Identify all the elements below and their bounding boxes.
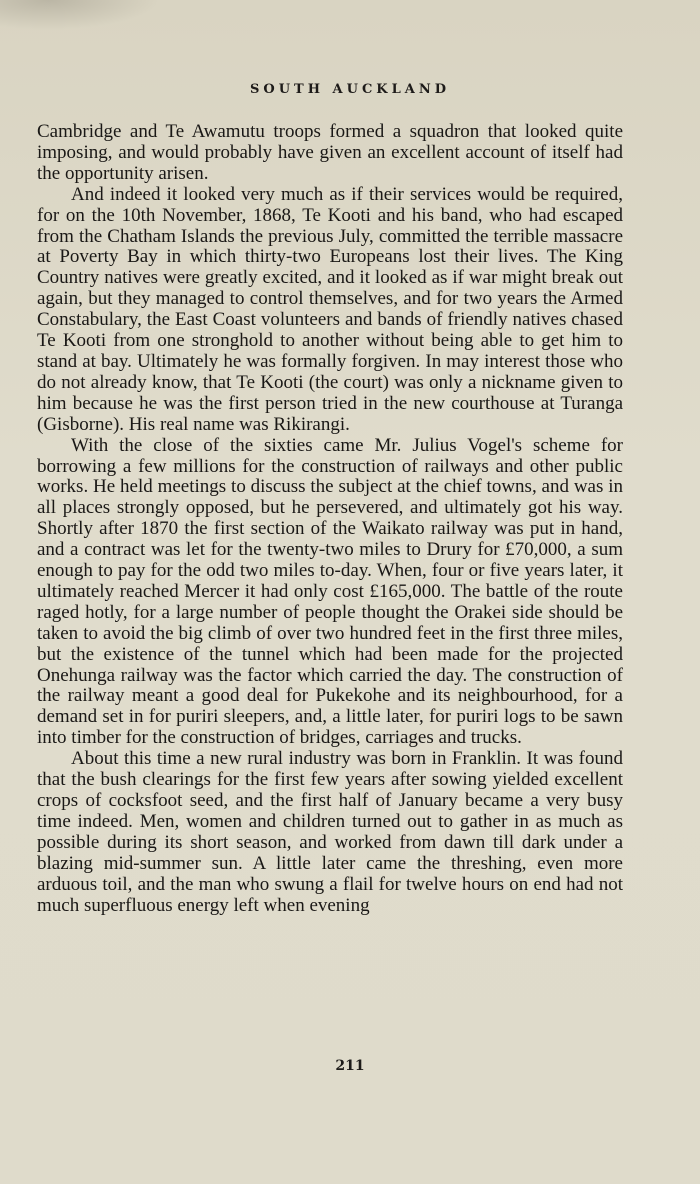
running-head: SOUTH AUCKLAND	[250, 82, 450, 97]
page-stain	[0, 0, 160, 30]
paragraph: Cambridge and Te Awamutu troops formed a squadron that looked quite imposing, and would probably have given an excellent account of itself had the opportunity arisen.	[37, 121, 623, 184]
paragraph: With the close of the sixties came Mr. Julius Vogel's scheme for borrowing a few millions for the construction of railways and other public works. He held meetings to discuss the subject at the chief towns, and was in all places strongly opposed, but he persevered, and ultimately got his way. Shortly after 1870 the first section of the Waikato railway was put in hand, and a contract was let for the twenty-two miles to Drury for £70,000, a sum enough to pay for the odd two miles to-day. When, four or five years later, it ultimately reached Mercer it had only cost £165,000. The battle of the route raged hotly, for a large number of people thought the Orakei side should be taken to avoid the big climb of over two hundred feet in the first three miles, but the existence of the tunnel which had been made for the projected Onehunga railway was the factor which carried the day. The construction of the railway meant a good deal for Pukekohe and its neighbourhood, for a demand set in for puriri sleepers, and, a little later, for puriri logs to be sawn into timber for the construction of bridges, carriages and trucks.	[37, 434, 623, 749]
page-number: 211	[335, 1058, 365, 1074]
body-text	[37, 122, 623, 916]
paragraph: About this time a new rural industry was born in Franklin. It was found that the bush clearings for the first few years after sowing yielded excellent crops of cocksfoot seed, and the first half of January became a very busy time indeed. Men, women and children turned out to gather in as much as possible during its short season, and worked from dawn till dark under a blazing mid-summer sun. A little later came the threshing, even more arduous toil, and the man who swung a flail for twelve hours on end had not much superfluous energy left when evening	[37, 748, 623, 916]
paragraph: And indeed it looked very much as if their services would be required, for on the 10th November, 1868, Te Kooti and his band, who had escaped from the Chatham Islands the previous July, committed the terrible massacre at Poverty Bay in which thirty-two Europeans lost their lives. The King Country natives were greatly excited, and it looked as if war might break out again, but they managed to control themselves, and for two years the Armed Constabulary, the East Coast volunteers and bands of friendly natives chased Te Kooti from one stronghold to another without being able to get him to stand at bay. Ultimately he was formally forgiven. In may interest those who do not already know, that Te Kooti (the court) was only a nickname given to him because he was the first person tried in the new courthouse at Turanga (Gisborne). His real name was Rikirangi.	[37, 183, 623, 435]
